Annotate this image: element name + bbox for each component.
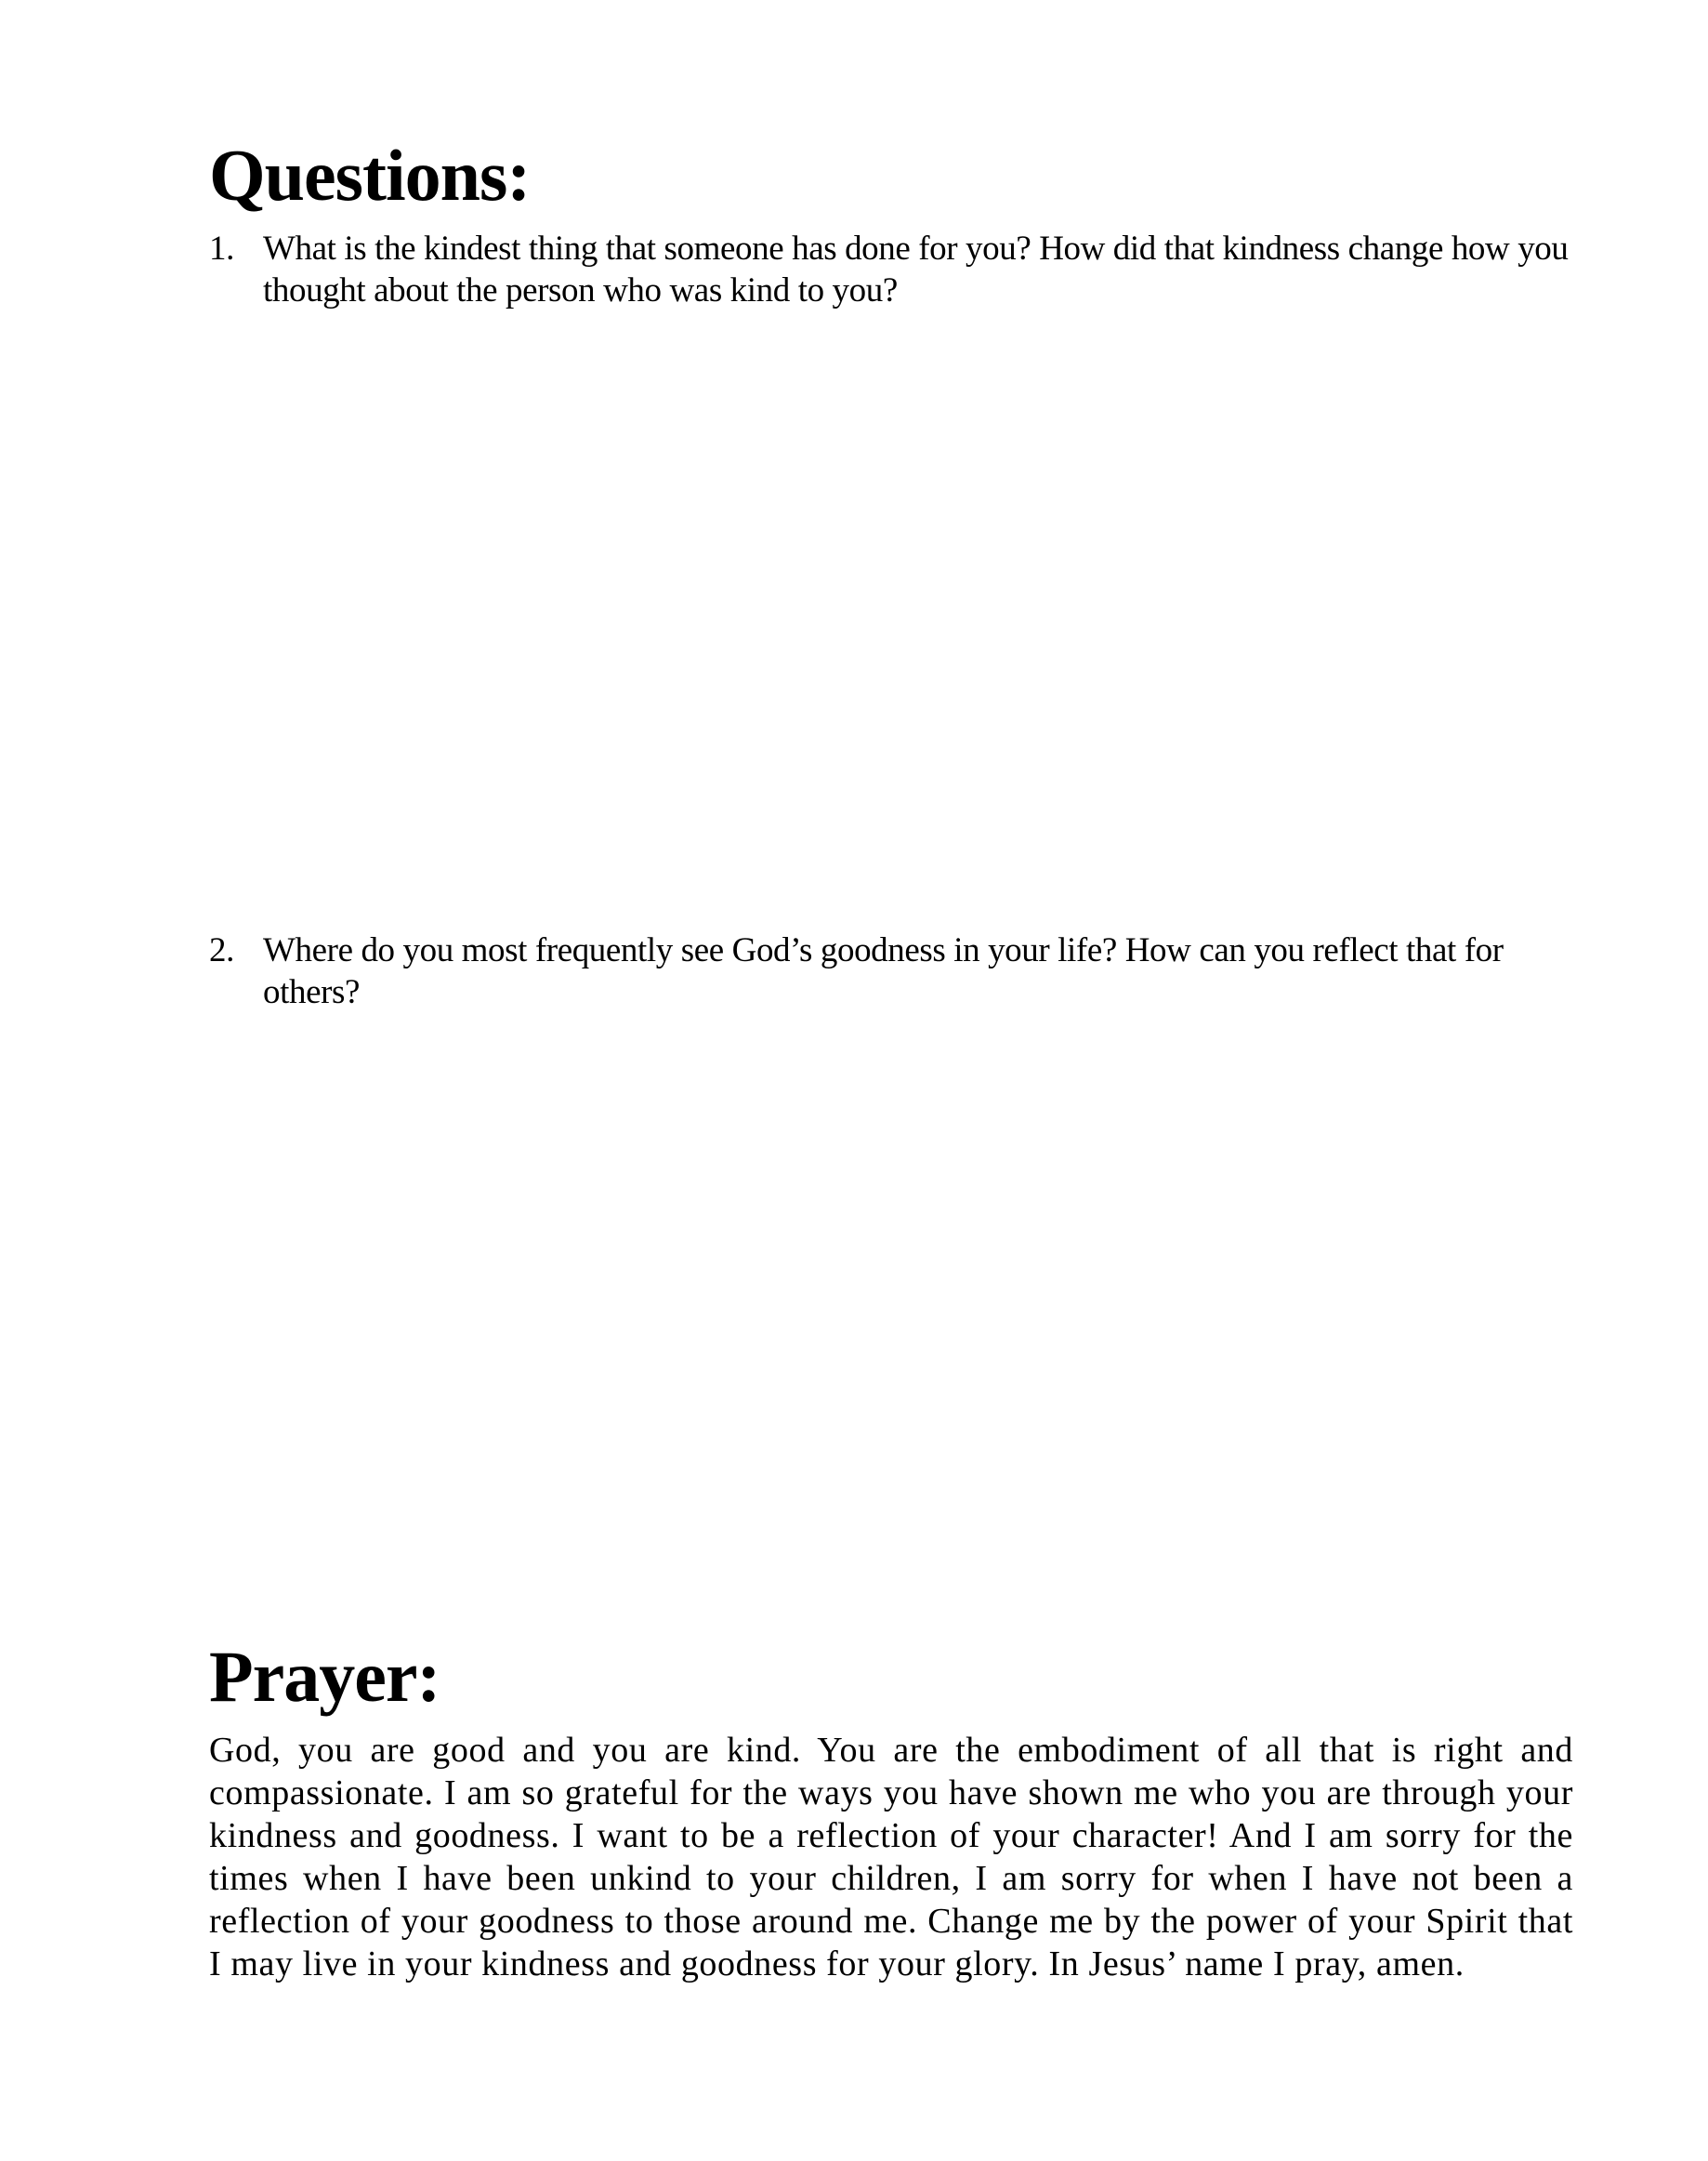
prayer-heading: Prayer:: [209, 1636, 440, 1717]
question-item: [209, 929, 1575, 1013]
question-text: Where do you most frequently see God’s goodness in your life? How can you reflect that for others?: [263, 931, 1504, 1011]
question-item: [209, 228, 1575, 311]
questions-heading: Questions:: [209, 135, 531, 216]
question-number: 1.: [209, 230, 234, 268]
prayer-text: God, you are good and you are kind. You are the embodiment of all that is right and compassionate. I am so grateful for the ways you have shown me who you are through your kindness and goodness. I want to be a reflection of your character! And I am sorry for the times when I have been unkind to your children, I am sorry for when I have not been a reflection of your goodness to those around me. Change me by the power of your Spirit that I may live in your kindness and goodness for your glory. In Jesus’ name I pray, amen.: [209, 1731, 1573, 1983]
question-text: What is the kindest thing that someone has done for you? How did that kindness change how you thought about the person who was kind to you?: [263, 230, 1569, 310]
question-number: 2.: [209, 931, 234, 969]
